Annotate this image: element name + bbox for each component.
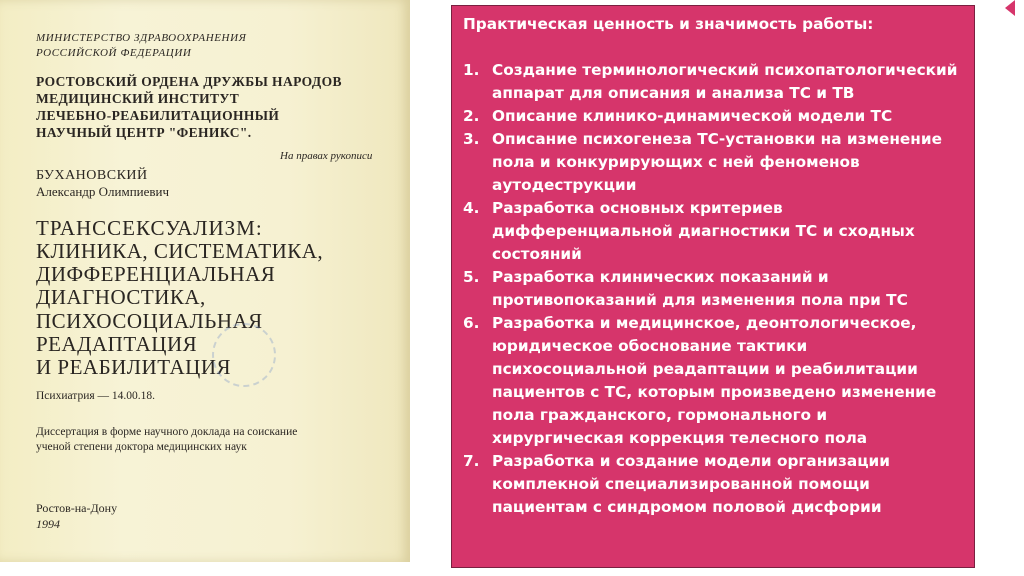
corner-chevron-icon	[1005, 0, 1015, 16]
item-number: 4.	[463, 199, 480, 217]
item-text: Создание терминологический психопатологический аппарат для описания и анализа ТС и ТВ	[492, 61, 958, 102]
subtitle-line: ДИАГНОСТИКА,	[36, 285, 206, 310]
ministry-line: РОССИЙСКОЙ ФЕДЕРАЦИИ	[36, 47, 192, 59]
list-item	[463, 128, 962, 197]
subtitle-line: РЕАДАПТАЦИЯ	[36, 331, 198, 356]
ministry-line: МИНИСТЕРСТВО ЗДРАВООХРАНЕНИЯ	[36, 32, 247, 44]
item-text: Разработка основных критериев дифференциальной диагностики ТС и сходных состояний	[492, 199, 915, 263]
subtitle-line: КЛИНИКА, СИСТЕМАТИКА,	[36, 239, 324, 263]
city: Ростов-на-Дону	[36, 501, 118, 515]
document-title: ТРАНССЕКСУАЛИЗМ:	[36, 216, 263, 240]
item-text: Разработка и медицинское, деонтологическое, юридическое обоснование тактики психосоциальной реадаптации и реабилитации пациентов с ТС, которым произведено изменение пола гражданского, гормонального и хирургическая коррекция телесного пола	[492, 314, 937, 447]
scanned-title-page	[0, 0, 410, 562]
dissertation-note	[36, 425, 297, 455]
manuscript-rights-note: На правах рукописи	[280, 150, 373, 162]
author-name: Александр Олимпиевич	[36, 184, 170, 199]
item-number: 1.	[463, 61, 480, 79]
specialty-code: Психиатрия — 14.00.18.	[36, 390, 156, 402]
list-item	[463, 266, 962, 312]
subtitle-line: И РЕАБИЛИТАЦИЯ	[36, 355, 232, 380]
item-number: 6.	[463, 314, 480, 332]
institute-line: РОСТОВСКИЙ ОРДЕНА ДРУЖБЫ НАРОДОВ	[36, 74, 342, 89]
year: 1994	[36, 517, 60, 531]
item-text: Описание клинико-динамической модели ТС	[492, 107, 893, 125]
panel-heading: Практическая ценность и значимость работы:	[463, 15, 874, 33]
item-number: 3.	[463, 130, 480, 148]
item-number: 5.	[463, 268, 480, 286]
item-number: 2.	[463, 107, 480, 125]
practical-value-panel	[451, 5, 975, 568]
institute-line: МЕДИЦИНСКИЙ ИНСТИТУТ	[36, 91, 240, 106]
faded-stamp-icon	[212, 323, 276, 387]
institute-line: ЛЕЧЕБНО-РЕАБИЛИТАЦИОННЫЙ	[36, 108, 280, 123]
item-text: Разработка и создание модели организации комплекной специализированной помощи пациентам с синдромом половой дисфории	[492, 452, 890, 516]
list-item	[463, 105, 962, 128]
subtitle-line: ДИФФЕРЕНЦИАЛЬНАЯ	[36, 262, 276, 287]
list-item	[463, 59, 962, 105]
institute-heading	[36, 73, 342, 141]
subtitle-line: ПСИХОСОЦИАЛЬНАЯ	[36, 308, 263, 333]
item-text: Описание психогенеза ТС-установки на изменение пола и конкурирующих с ней феноменов аутодеструкции	[492, 130, 942, 194]
item-text: Разработка клинических показаний и противопоказаний для изменения пола при ТС	[492, 268, 908, 309]
list-item	[463, 450, 962, 519]
dissertation-line: ученой степени доктора медицинских наук	[36, 441, 247, 453]
item-number: 7.	[463, 452, 480, 470]
institute-line: НАУЧНЫЙ ЦЕНТР "ФЕНИКС".	[36, 125, 252, 140]
list-item	[463, 197, 962, 266]
value-list	[463, 59, 962, 519]
list-item	[463, 312, 962, 450]
author-surname: БУХАНОВСКИЙ	[36, 168, 148, 183]
document-subtitle	[36, 240, 323, 379]
dissertation-line: Диссертация в форме научного доклада на соискание	[36, 426, 298, 438]
ministry-heading	[36, 31, 246, 61]
